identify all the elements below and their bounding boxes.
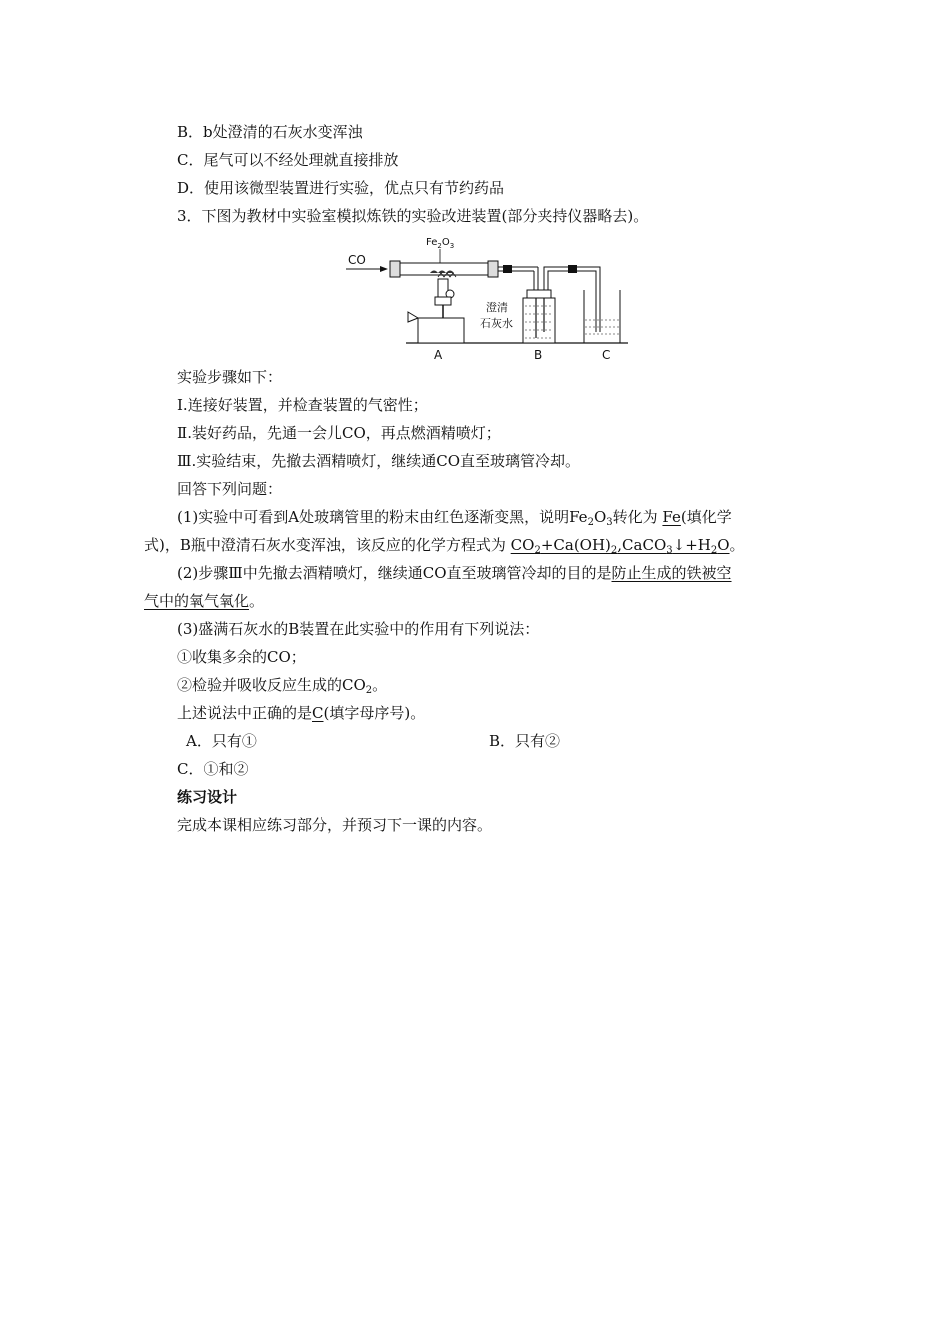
lamp-nozzle — [408, 312, 418, 322]
answer-c: C — [312, 704, 324, 722]
apparatus-figure — [338, 232, 628, 366]
tube-stopper-left — [390, 261, 400, 277]
answer-purpose-1: 防止生成的铁被空 — [611, 564, 732, 582]
connector-down — [534, 267, 538, 290]
option-a: A．只有① — [186, 732, 257, 750]
option-c-prev: C．尾气可以不经处理就直接排放 — [177, 151, 399, 169]
answer-fe: Fe — [662, 508, 681, 526]
co-label: CO — [348, 253, 366, 267]
lamp-base — [418, 318, 464, 343]
iron-oxide-powder — [430, 271, 454, 274]
rubber-joint-1 — [503, 265, 512, 273]
glass-tube — [390, 263, 498, 275]
tube-stopper-right — [488, 261, 498, 277]
fe2o3-label: $Fe_2O_3$ — [426, 237, 455, 250]
beaker-water-lines — [585, 320, 619, 334]
answer-equation: $CO_2+Ca(OH)_2,CaCO_3↓+H_2O$ — [510, 536, 730, 556]
part-3-item-2: ②检验并吸收反应生成的$CO_2$。 — [177, 676, 388, 696]
bottle-stopper — [527, 290, 551, 298]
option-c: C．①和② — [177, 760, 249, 778]
water-label-1: 澄清 — [486, 301, 508, 314]
rubber-joint-2 — [568, 265, 577, 273]
option-b-prev: B．b处澄清的石灰水变浑浊 — [177, 123, 363, 141]
bottle-b — [523, 298, 555, 343]
practice-text: 完成本课相应练习部分，并预习下一课的内容。 — [177, 816, 493, 834]
co-arrow-head — [380, 266, 388, 272]
part-3-item-1: ①收集多余的CO； — [177, 648, 306, 666]
part-2-line-2: 气中的氧气氧化。 — [144, 592, 265, 610]
burner-body — [435, 297, 451, 305]
water-label-2: 石灰水 — [480, 317, 513, 330]
steps-intro: 实验步骤如下： — [177, 368, 283, 386]
step-1: Ⅰ.连接好装置，并检查装置的气密性； — [177, 396, 428, 414]
step-3: Ⅲ.实验结束，先撤去酒精喷灯，继续通CO直至玻璃管冷却。 — [177, 452, 581, 470]
part-3-question: 上述说法中正确的是C(填字母序号)。 — [177, 704, 426, 722]
answer-intro: 回答下列问题： — [177, 480, 283, 498]
part-3-stem: (3)盛满石灰水的B装置在此实验中的作用有下列说法： — [177, 620, 540, 638]
part-2-line-1: (2)步骤Ⅲ中先撤去酒精喷灯，继续通CO直至玻璃管冷却的目的是防止生成的铁被空 — [177, 564, 732, 582]
question-3-stem: 3．下图为教材中实验室模拟炼铁的实验改进装置(部分夹持仪器略去)。 — [177, 207, 649, 225]
step-2: Ⅱ.装好药品，先通一会儿CO，再点燃酒精喷灯； — [177, 424, 501, 442]
label-a: A — [434, 348, 443, 362]
beaker-c — [584, 290, 620, 343]
part-1-line-2: 式)，B瓶中澄清石灰水变浑浊，该反应的化学方程式为 $CO_2+Ca(OH)_2,CaCO_3↓+H_2O$。 — [144, 536, 745, 556]
option-d-prev: D．使用该微型装置进行实验，优点只有节约药品 — [177, 179, 505, 197]
option-b: B．只有② — [489, 732, 561, 750]
label-c: C — [602, 348, 611, 362]
answer-purpose-2: 气中的氧气氧化 — [144, 592, 250, 610]
practice-heading: 练习设计 — [177, 788, 238, 806]
label-b: B — [534, 348, 543, 362]
part-1-line-1: (1)实验中可看到A处玻璃管里的粉末由红色逐渐变黑，说明$Fe_2O_3$转化为 Fe(填化学 — [177, 508, 732, 528]
